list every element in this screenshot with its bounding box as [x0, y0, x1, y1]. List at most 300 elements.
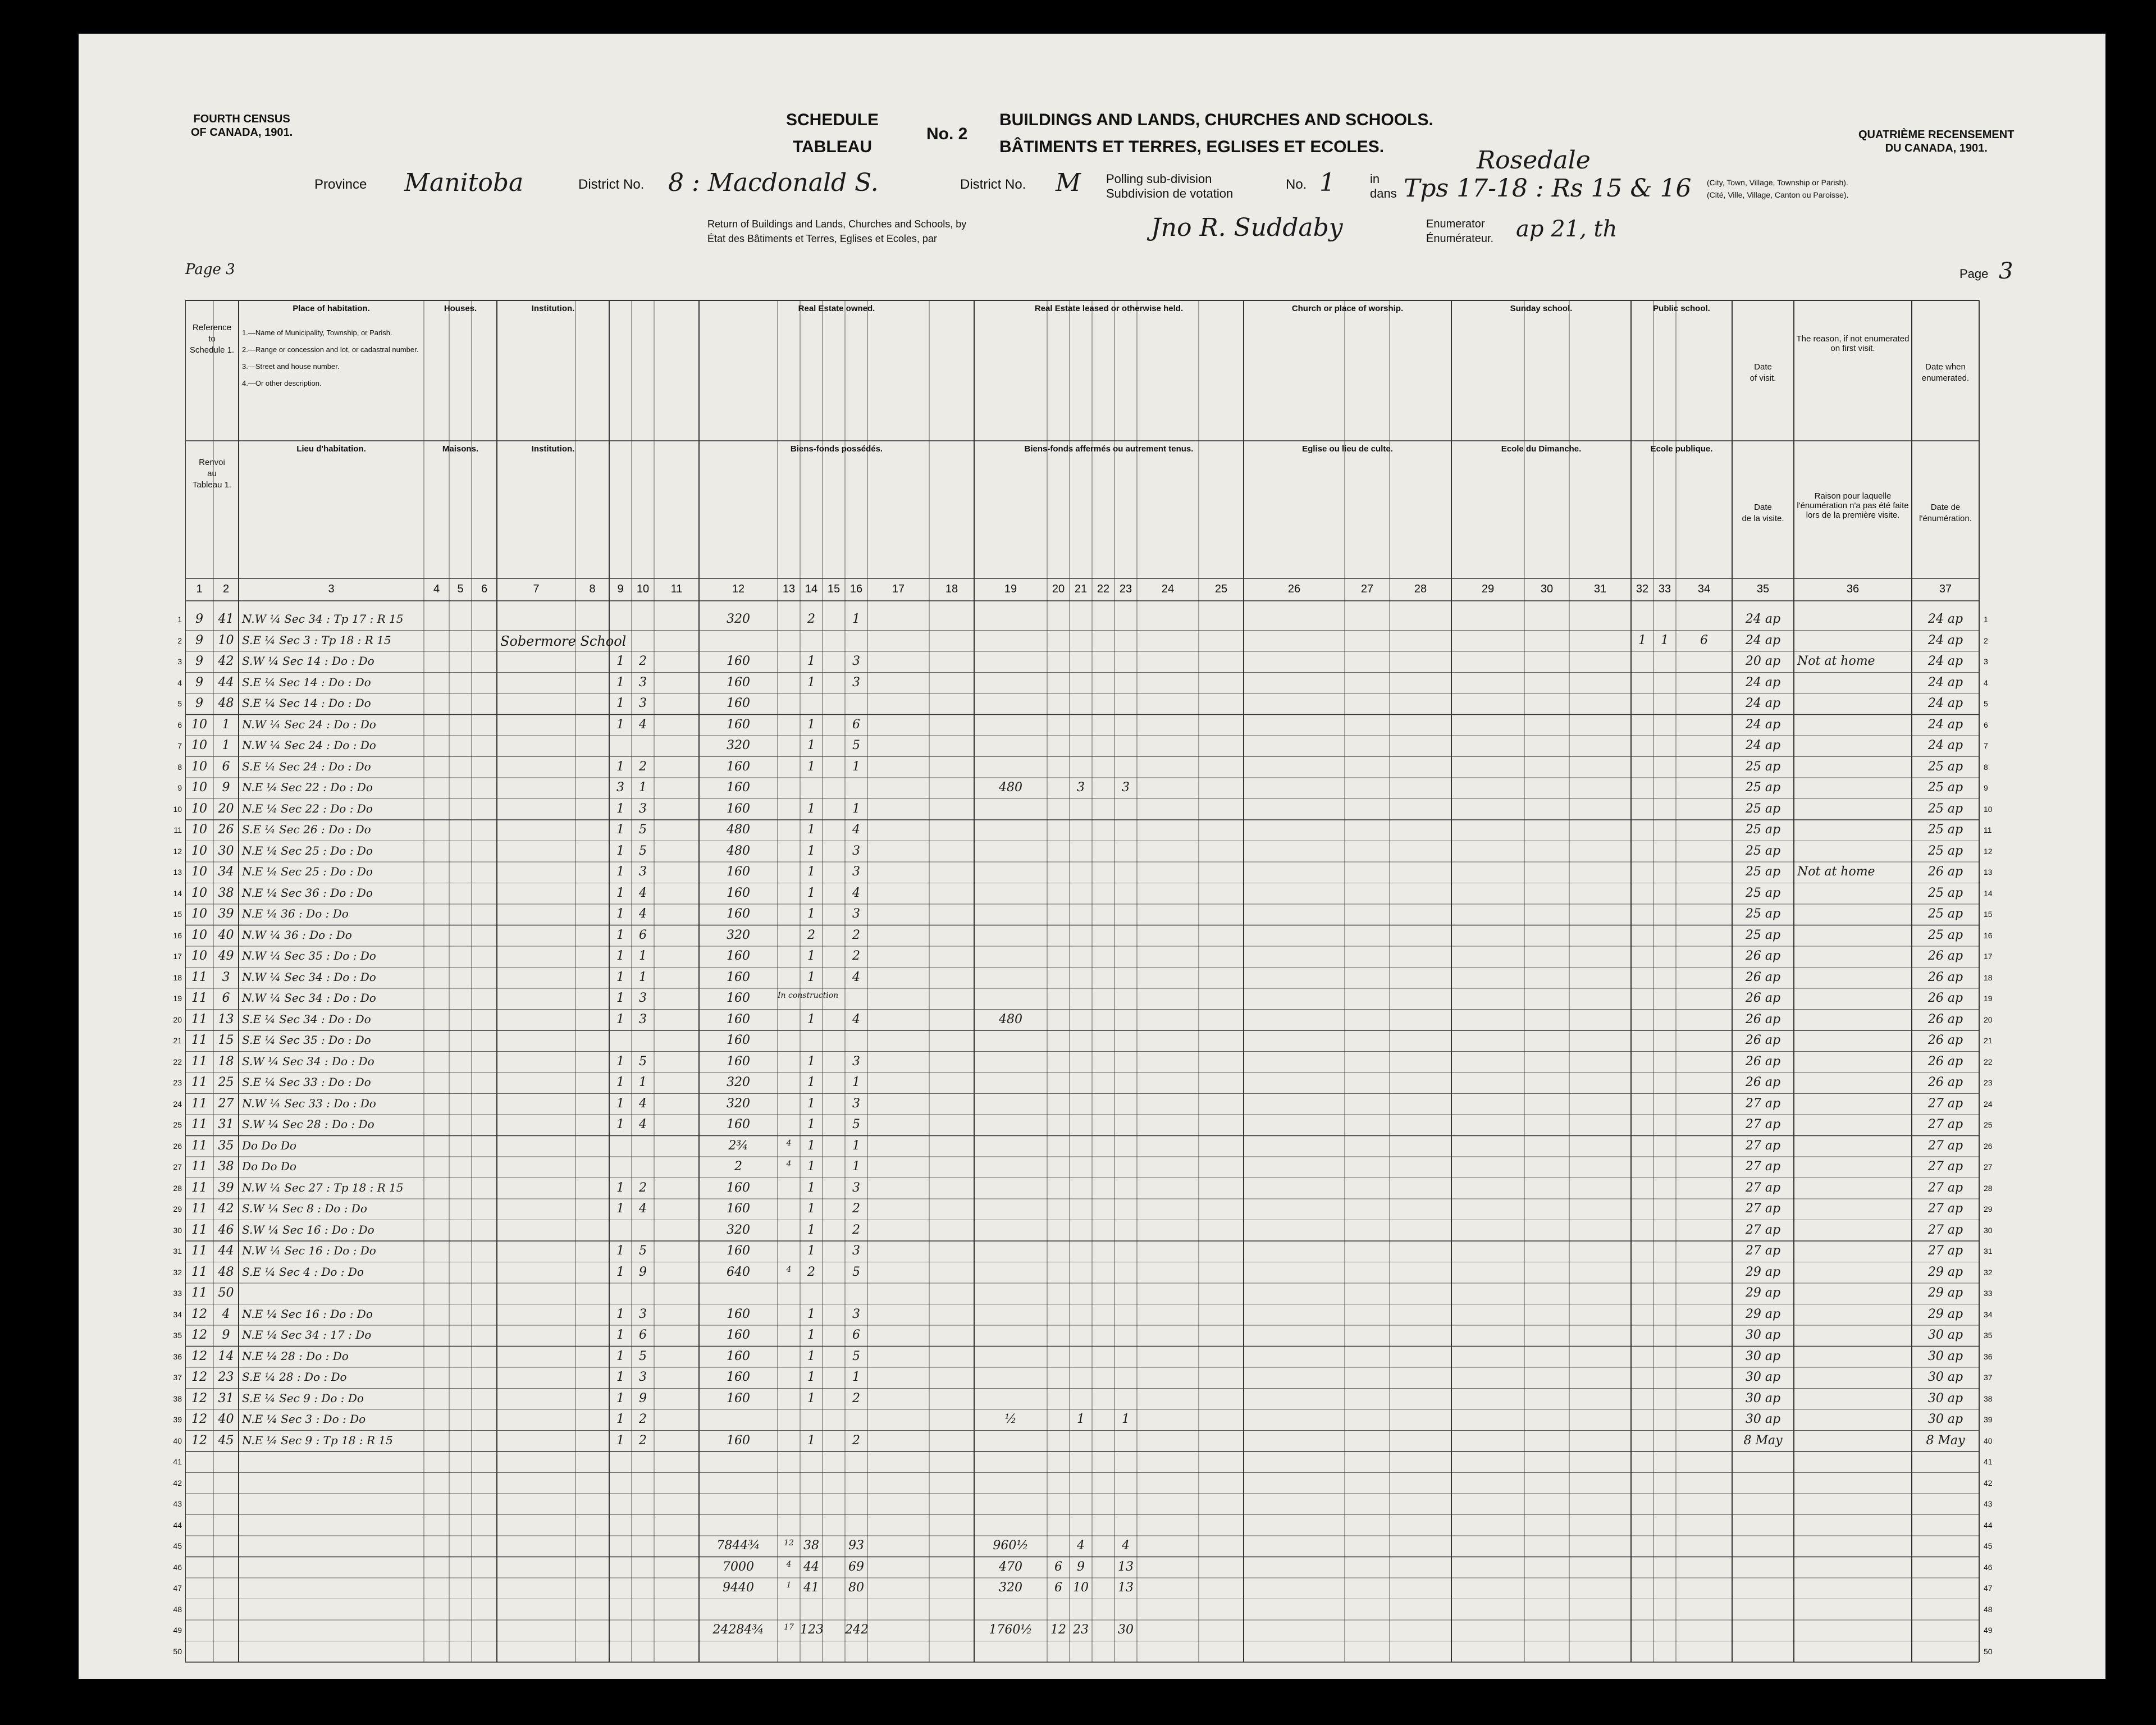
ref-header-line: to: [208, 334, 216, 344]
column-number: 12: [732, 583, 745, 595]
cell-col-14: 1: [807, 1180, 815, 1195]
cell-col-10: 5: [639, 823, 647, 837]
cell-col-2: 30: [218, 843, 234, 858]
cell-col-37: 30 ap: [1927, 1370, 1963, 1384]
cell-col-16: 5: [852, 1265, 860, 1279]
row-number-right: 6: [1984, 720, 1988, 729]
cell-col-9: 1: [616, 801, 624, 816]
row-number-right: 35: [1984, 1331, 1993, 1340]
row-number-right: 24: [1984, 1099, 1993, 1108]
census-label-en: [191, 112, 293, 139]
cell-col-16: 3: [852, 865, 860, 879]
cell-col-1: 9: [195, 654, 203, 668]
date-visit-header: Date: [1754, 362, 1772, 372]
cell-col-35: 25 ap: [1745, 781, 1781, 795]
cell-col-14: 1: [807, 1012, 815, 1026]
row-number-left: 7: [177, 741, 182, 750]
row-number-right: 5: [1984, 699, 1988, 708]
row-number-right: 9: [1984, 783, 1988, 792]
row-number-right: 4: [1984, 678, 1988, 687]
column-number: 27: [1360, 583, 1374, 595]
cell-col-3: N.E ¼ Sec 34 : 17 : Do: [242, 1328, 372, 1341]
cell-col-3: N.W ¼ Sec 34 : Tp 17 : R 15: [242, 612, 404, 626]
no-value: 1: [1319, 168, 1335, 197]
cell-col-34: 6: [1700, 633, 1708, 647]
cell-col-10: 6: [639, 928, 647, 942]
cell-col-37: 27 ap: [1927, 1096, 1963, 1111]
cell-col-3: N.E ¼ Sec 3 : Do : Do: [242, 1412, 366, 1426]
cell-col-1: 12: [191, 1412, 207, 1426]
row-number-left: 9: [177, 783, 182, 792]
cell-col-7: Sobermore School: [500, 633, 627, 649]
row-number-left: 50: [173, 1646, 182, 1656]
cell-col-3: N.W ¼ Sec 34 : Do : Do: [242, 970, 376, 984]
cell-col-2: 15: [218, 1033, 234, 1047]
cell-col-3: N.E ¼ Sec 16 : Do : Do: [242, 1307, 373, 1321]
page-number-left: Page 3: [185, 261, 235, 278]
cell-col-10: 4: [639, 886, 647, 900]
cell-col-21: 3: [1077, 781, 1085, 795]
row-number-left: 23: [173, 1078, 182, 1087]
cell-col-12: 160: [727, 1328, 750, 1342]
subdistrict-value: M: [1056, 168, 1081, 197]
cell-col-35: 24 ap: [1745, 633, 1781, 647]
cell-col-2: 42: [218, 1202, 234, 1216]
cell-col-16: 2: [852, 928, 860, 942]
cell-col-2: 10: [218, 633, 234, 647]
cell-col-10: 3: [639, 991, 647, 1005]
cell-col-3: S.E ¼ Sec 3 : Tp 18 : R 15: [242, 633, 391, 647]
row-number-left: 2: [177, 636, 182, 645]
row-number-left: 40: [173, 1436, 182, 1445]
cell-col-35: 24 ap: [1745, 612, 1781, 626]
return-en: Return of Buildings and Lands, Churches and Schools, by: [707, 218, 967, 230]
place-value-top: Rosedale: [1477, 146, 1591, 175]
cell-col-2: 48: [218, 696, 234, 710]
cell-col-3: S.E ¼ Sec 35 : Do : Do: [242, 1033, 371, 1047]
cell-col-1: 10: [191, 823, 207, 837]
row-number-right: 44: [1984, 1520, 1993, 1530]
cell-col-10: 1: [639, 781, 647, 795]
cell-col-13: 12: [784, 1539, 794, 1548]
cell-col-10: 3: [639, 1012, 647, 1026]
column-number: 18: [945, 583, 958, 595]
cell-col-37: 25 ap: [1927, 843, 1963, 858]
column-number: 8: [589, 583, 596, 595]
cell-col-1: 12: [191, 1349, 207, 1363]
cell-col-2: 34: [218, 865, 234, 879]
schedule-label: [786, 107, 879, 161]
row-number-right: 10: [1984, 804, 1993, 814]
cell-col-12: 24284¾: [712, 1623, 764, 1637]
row-number-right: 50: [1984, 1646, 1993, 1656]
cell-col-1: 11: [191, 1160, 207, 1174]
cell-col-19: ½: [1004, 1412, 1017, 1426]
column-number: 16: [849, 583, 863, 595]
page-number-right: 3: [1999, 258, 2013, 284]
cell-col-37: 26 ap: [1927, 865, 1963, 879]
cell-col-14: 1: [807, 1307, 815, 1321]
cell-col-2: 40: [218, 1412, 234, 1426]
cell-col-10: 3: [639, 696, 647, 710]
cell-col-2: 20: [218, 801, 234, 816]
cell-col-3: N.W ¼ Sec 33 : Do : Do: [242, 1096, 376, 1110]
column-number: 33: [1658, 583, 1671, 595]
cell-col-37: 27 ap: [1927, 1222, 1963, 1237]
row-number-left: 43: [173, 1499, 182, 1508]
cell-col-19: 1760½: [989, 1623, 1033, 1637]
cell-col-16: 3: [852, 1096, 860, 1111]
cell-col-35: 30 ap: [1745, 1412, 1781, 1426]
cell-col-9: 1: [616, 717, 624, 732]
column-number: 10: [636, 583, 650, 595]
cell-col-12: 320: [727, 1075, 750, 1089]
cell-col-12: 160: [727, 1391, 750, 1405]
cell-col-37: 26 ap: [1927, 1033, 1963, 1047]
census-label-fr: [1858, 128, 2014, 155]
cell-col-37: 27 ap: [1927, 1117, 1963, 1131]
row-number-right: 26: [1984, 1141, 1993, 1151]
cell-col-14: 2: [807, 1265, 815, 1279]
cell-col-2: 9: [222, 1328, 230, 1342]
column-number: 37: [1939, 583, 1952, 595]
cell-col-1: 11: [191, 970, 207, 984]
cell-col-9: 1: [616, 1180, 624, 1195]
cell-col-16: 3: [852, 1180, 860, 1195]
cell-col-12: 320: [727, 1096, 750, 1111]
cell-col-2: 18: [218, 1054, 234, 1069]
cell-col-35: 26 ap: [1745, 949, 1781, 963]
cell-col-35: 25 ap: [1745, 759, 1781, 774]
cell-col-3: S.W ¼ Sec 16 : Do : Do: [242, 1222, 374, 1236]
cell-col-19: 480: [999, 781, 1022, 795]
group-header-houses: Houses.: [444, 304, 477, 313]
cell-col-33: 1: [1661, 633, 1669, 647]
row-number-left: 8: [177, 762, 182, 772]
schedule-en: SCHEDULE: [786, 111, 879, 129]
cell-col-9: 1: [616, 1391, 624, 1405]
cell-col-35: 8 May: [1743, 1433, 1783, 1448]
cell-col-35: 27 ap: [1745, 1117, 1781, 1131]
cell-col-3: N.W ¼ Sec 34 : Do : Do: [242, 991, 376, 1005]
cell-col-3: N.W ¼ Sec 35 : Do : Do: [242, 949, 376, 962]
cell-col-16: 80: [848, 1581, 864, 1595]
cell-col-37: 25 ap: [1927, 801, 1963, 816]
cell-col-3: S.W ¼ Sec 34 : Do : Do: [242, 1054, 374, 1068]
cell-col-1: 12: [191, 1433, 207, 1448]
group-header-houses_fr: Maisons.: [442, 444, 479, 454]
cell-col-10: 3: [639, 675, 647, 690]
cell-col-3: N.E ¼ Sec 25 : Do : Do: [242, 865, 373, 878]
cell-col-2: 3: [222, 970, 230, 984]
row-number-left: 24: [173, 1099, 182, 1108]
group-header-reason: The reason, if not enumerated on first visit.: [1796, 334, 1910, 353]
cell-col-23: 3: [1122, 781, 1130, 795]
row-number-left: 11: [173, 825, 182, 834]
cell-col-14: 1: [807, 1433, 815, 1448]
group-header-reason_fr: Raison pour laquelle l'énumération n'a pas été faite lors de la première visite.: [1797, 491, 1909, 520]
row-number-right: 47: [1984, 1583, 1993, 1592]
cell-col-12: 2¾: [728, 1138, 748, 1153]
cell-col-14: 1: [807, 1117, 815, 1131]
row-number-right: 31: [1984, 1247, 1993, 1256]
cell-col-23: 4: [1122, 1539, 1130, 1553]
cell-col-2: 9: [222, 781, 230, 795]
row-number-left: 42: [173, 1478, 182, 1487]
row-number-right: 19: [1984, 994, 1993, 1003]
cell-col-14: 1: [807, 738, 815, 752]
place-note: [1707, 176, 1848, 201]
cell-col-10: 2: [639, 654, 647, 668]
cell-col-37: 25 ap: [1927, 759, 1963, 774]
enumerator-value: Jno R. Suddaby: [1151, 213, 1343, 242]
cell-col-37: 30 ap: [1927, 1412, 1963, 1426]
row-number-left: 49: [173, 1626, 182, 1635]
cell-col-16: 3: [852, 654, 860, 668]
row-number-left: 16: [173, 930, 182, 940]
cell-col-1: 11: [191, 1244, 207, 1258]
cell-col-9: 1: [616, 991, 624, 1005]
row-number-right: 49: [1984, 1626, 1993, 1635]
row-number-left: 31: [173, 1247, 182, 1256]
cell-col-3: S.W ¼ Sec 28 : Do : Do: [242, 1117, 374, 1131]
cell-col-16: 3: [852, 675, 860, 690]
cell-col-16: 1: [852, 1138, 860, 1153]
cell-col-12: 320: [727, 738, 750, 752]
row-number-right: 1: [1984, 615, 1988, 624]
group-header-church: Church or place of worship.: [1291, 304, 1404, 313]
cell-col-23: 30: [1118, 1623, 1134, 1637]
group-header-institution_fr: Institution.: [531, 444, 575, 454]
cell-col-16: 93: [848, 1539, 864, 1553]
cell-col-12: 7844¾: [716, 1539, 760, 1553]
cell-col-19: 470: [999, 1559, 1022, 1574]
cell-col-35: 27 ap: [1745, 1160, 1781, 1174]
cell-col-35: 25 ap: [1745, 886, 1781, 900]
cell-col-9: 1: [616, 759, 624, 774]
cell-col-1: 11: [191, 1096, 207, 1111]
cell-col-1: 9: [195, 633, 203, 647]
date-enum-fr-header: l'énumération.: [1919, 514, 1972, 523]
cell-col-20: 12: [1050, 1623, 1066, 1637]
cell-col-2: 39: [218, 1180, 234, 1195]
row-number-right: 23: [1984, 1078, 1993, 1087]
column-number: 24: [1161, 583, 1175, 595]
cell-col-35: 25 ap: [1745, 843, 1781, 858]
cell-col-10: 3: [639, 801, 647, 816]
cell-col-1: 11: [191, 1265, 207, 1279]
polling-en: Polling sub-division: [1106, 172, 1212, 186]
cell-col-10: 9: [639, 1265, 647, 1279]
census-en-line-2: OF CANADA, 1901.: [191, 126, 293, 139]
cell-col-14: 1: [807, 759, 815, 774]
cell-col-35: 30 ap: [1745, 1391, 1781, 1405]
cell-col-13: In construction: [778, 991, 839, 1000]
cell-col-9: 1: [616, 1117, 624, 1131]
cell-col-12: 160: [727, 1349, 750, 1363]
cell-col-16: 4: [852, 886, 860, 900]
row-number-right: 46: [1984, 1562, 1993, 1572]
cell-col-10: 4: [639, 907, 647, 921]
cell-col-10: 5: [639, 843, 647, 858]
cell-col-9: 1: [616, 1370, 624, 1384]
cell-col-2: 46: [218, 1222, 234, 1237]
cell-col-9: 1: [616, 1412, 624, 1426]
cell-col-35: 27 ap: [1745, 1202, 1781, 1216]
cell-col-1: 9: [195, 612, 203, 626]
cell-col-16: 1: [852, 1370, 860, 1384]
cell-col-3: N.E ¼ Sec 25 : Do : Do: [242, 843, 373, 857]
ref-fr-header-line: Tableau 1.: [192, 480, 232, 490]
cell-col-10: 3: [639, 865, 647, 879]
habitation-line: 1.—Name of Municipality, Township, or Parish.: [242, 328, 392, 337]
ref-header-line: Reference: [192, 323, 232, 332]
cell-col-37: 24 ap: [1927, 675, 1963, 690]
habitation-line: 4.—Or other description.: [242, 379, 322, 387]
cell-col-1: 12: [191, 1307, 207, 1321]
row-number-left: 10: [173, 804, 182, 814]
column-number: 32: [1636, 583, 1649, 595]
ref-header-line: Schedule 1.: [189, 345, 235, 355]
row-number-right: 38: [1984, 1394, 1993, 1403]
cell-col-1: 10: [191, 886, 207, 900]
row-number-right: 22: [1984, 1057, 1993, 1066]
cell-col-12: 160: [727, 907, 750, 921]
cell-col-14: 1: [807, 1349, 815, 1363]
row-number-left: 35: [173, 1331, 182, 1340]
cell-col-13: 1: [786, 1581, 792, 1590]
cell-col-1: 9: [195, 675, 203, 690]
schedule-title: [999, 107, 1433, 161]
cell-col-9: 1: [616, 1244, 624, 1258]
cell-col-14: 2: [807, 612, 815, 626]
row-number-right: 13: [1984, 868, 1993, 877]
cell-col-35: 27 ap: [1745, 1138, 1781, 1153]
cell-col-19: 320: [999, 1581, 1022, 1595]
cell-col-12: 160: [727, 1370, 750, 1384]
cell-col-10: 2: [639, 1180, 647, 1195]
cell-col-12: 160: [727, 654, 750, 668]
cell-col-12: 160: [727, 1117, 750, 1131]
group-header-public_fr: Ecole publique.: [1650, 444, 1713, 454]
cell-col-35: 25 ap: [1745, 823, 1781, 837]
row-number-right: 45: [1984, 1541, 1993, 1550]
cell-col-1: 11: [191, 1138, 207, 1153]
cell-col-3: S.W ¼ Sec 8 : Do : Do: [242, 1202, 367, 1215]
row-number-left: 32: [173, 1267, 182, 1277]
cell-col-1: 10: [191, 759, 207, 774]
row-number-right: 29: [1984, 1204, 1993, 1213]
cell-col-3: S.E ¼ Sec 34 : Do : Do: [242, 1012, 371, 1026]
column-number: 20: [1052, 583, 1065, 595]
province-value: Manitoba: [404, 168, 524, 197]
cell-col-23: 13: [1118, 1559, 1134, 1574]
row-number-left: 25: [173, 1120, 182, 1129]
column-number: 3: [328, 583, 335, 595]
cell-col-13: 17: [784, 1623, 794, 1632]
cell-col-12: 160: [727, 1244, 750, 1258]
province-label: Province: [314, 177, 367, 192]
column-number: 7: [533, 583, 540, 595]
cell-col-14: 1: [807, 675, 815, 690]
cell-col-10: 5: [639, 1244, 647, 1258]
cell-col-14: 1: [807, 1054, 815, 1069]
cell-col-3: S.W ¼ Sec 14 : Do : Do: [242, 654, 374, 668]
cell-col-35: 27 ap: [1745, 1222, 1781, 1237]
no-label: No.: [1286, 177, 1307, 192]
cell-col-9: 1: [616, 654, 624, 668]
cell-col-2: 50: [218, 1286, 234, 1300]
cell-col-35: 25 ap: [1745, 801, 1781, 816]
cell-col-12: 160: [727, 675, 750, 690]
cell-col-1: 12: [191, 1328, 207, 1342]
cell-col-10: 9: [639, 1391, 647, 1405]
row-number-left: 47: [173, 1583, 182, 1592]
column-number: 15: [827, 583, 841, 595]
cell-col-2: 49: [218, 949, 234, 963]
cell-col-35: 29 ap: [1745, 1307, 1781, 1321]
cell-col-9: 1: [616, 675, 624, 690]
cell-col-1: 11: [191, 1054, 207, 1069]
cell-col-12: 160: [727, 781, 750, 795]
table-cells: [173, 295, 2145, 1671]
row-number-left: 14: [173, 888, 182, 898]
cell-col-13: 4: [786, 1160, 792, 1169]
cell-col-14: 1: [807, 970, 815, 984]
cell-col-14: 1: [807, 823, 815, 837]
row-number-right: 40: [1984, 1436, 1993, 1445]
cell-col-14: 123: [800, 1623, 824, 1637]
cell-col-16: 6: [852, 717, 860, 732]
cell-col-2: 14: [218, 1349, 234, 1363]
cell-col-3: S.E ¼ Sec 33 : Do : Do: [242, 1075, 371, 1089]
cell-col-3: S.E ¼ Sec 26 : Do : Do: [242, 823, 371, 836]
cell-col-14: 1: [807, 1244, 815, 1258]
polling-label: [1106, 172, 1233, 201]
row-number-left: 22: [173, 1057, 182, 1066]
cell-col-2: 1: [222, 717, 230, 732]
cell-col-37: 26 ap: [1927, 970, 1963, 984]
cell-col-16: 2: [852, 1433, 860, 1448]
row-number-right: 41: [1984, 1457, 1993, 1466]
cell-col-1: 11: [191, 1180, 207, 1195]
cell-col-9: 1: [616, 1075, 624, 1089]
cell-col-1: 11: [191, 1033, 207, 1047]
cell-col-10: 1: [639, 1075, 647, 1089]
row-number-right: 17: [1984, 952, 1993, 961]
cell-col-37: 24 ap: [1927, 717, 1963, 732]
cell-col-23: 1: [1122, 1412, 1130, 1426]
enumerator-fr: Énumérateur.: [1426, 232, 1494, 245]
habitation-line: 2.—Range or concession and lot, or cadastral number.: [242, 345, 419, 354]
cell-col-37: 25 ap: [1927, 907, 1963, 921]
column-number: 9: [617, 583, 624, 595]
row-number-left: 6: [177, 720, 182, 729]
column-number: 11: [670, 583, 683, 595]
cell-col-12: 160: [727, 801, 750, 816]
row-number-left: 13: [173, 868, 182, 877]
cell-col-32: 1: [1638, 633, 1646, 647]
cell-col-14: 1: [807, 1096, 815, 1111]
group-header-real_leased_fr: Biens-fonds affermés ou autrement tenus.: [1024, 444, 1194, 454]
cell-col-37: 24 ap: [1927, 654, 1963, 668]
census-sheet: [79, 34, 2105, 1679]
cell-col-14: 1: [807, 654, 815, 668]
schedule-number: No. 2: [926, 125, 968, 143]
row-number-right: 27: [1984, 1162, 1993, 1171]
column-number: 21: [1074, 583, 1088, 595]
cell-col-37: 27 ap: [1927, 1160, 1963, 1174]
